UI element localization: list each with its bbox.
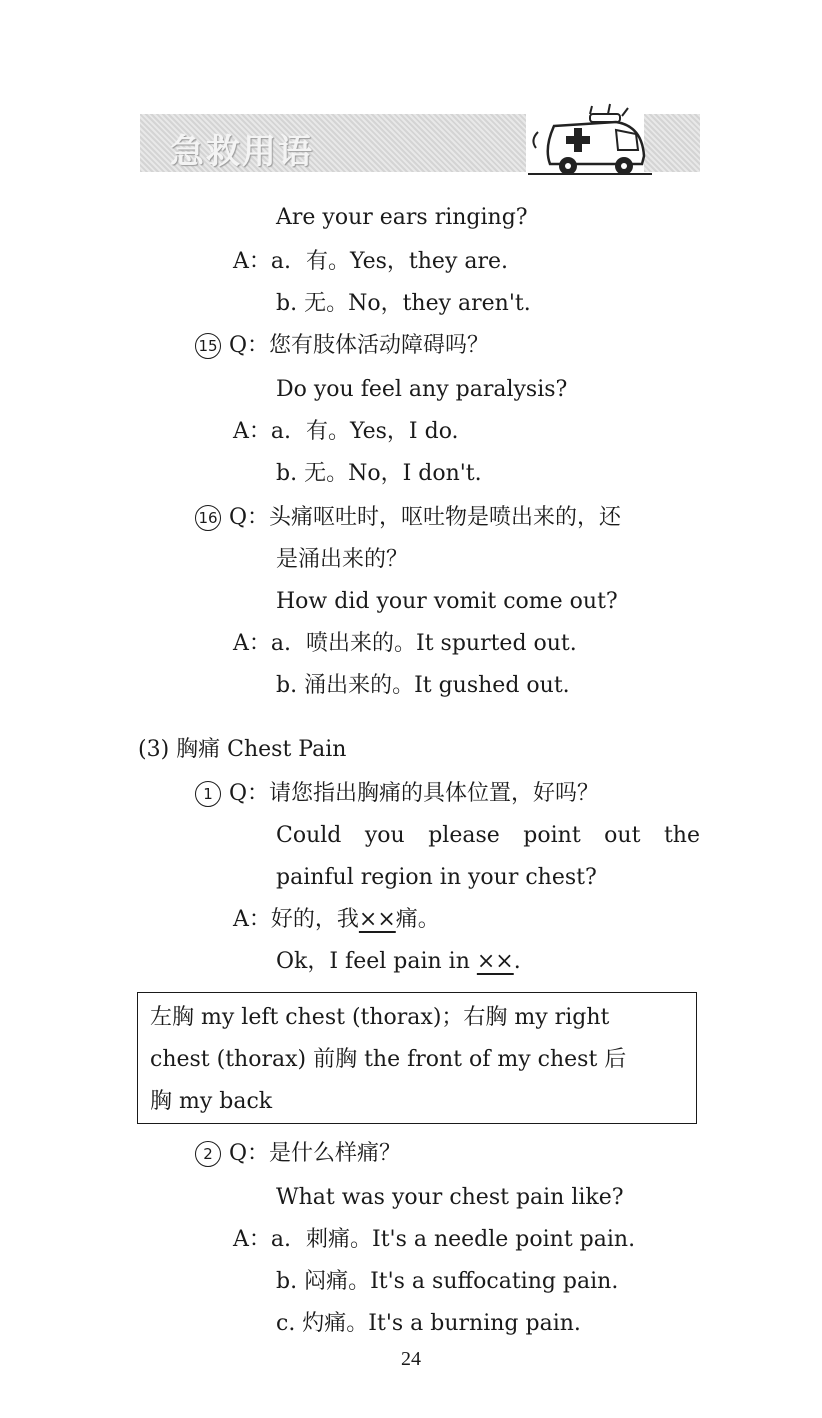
q2-answer-b: b. 闷痛。It's a suffocating pain. — [276, 1269, 619, 1294]
header-title: 急救用语 — [170, 132, 314, 172]
q14-english: Are your ears ringing? — [276, 205, 528, 230]
page-number: 24 — [401, 1348, 421, 1370]
answer-text: 有。Yes，I do. — [306, 419, 459, 444]
q1-number: 1 — [195, 781, 221, 807]
vocab-line-2: chest (thorax) 前胸 the front of my chest 后 — [150, 1047, 627, 1072]
q16-number: 16 — [195, 505, 221, 531]
q15-english: Do you feel any paralysis? — [276, 377, 568, 402]
q15-question — [195, 332, 489, 360]
answer-text: 有。Yes，they are. — [306, 249, 509, 274]
section-header — [140, 114, 700, 178]
q16-question-text: Q：头痛呕吐时，呕吐物是喷出来的，还 — [229, 505, 622, 530]
placeholder-blank: ×× — [358, 907, 396, 932]
q14-answer-a — [233, 248, 508, 276]
q1-answer-english — [276, 948, 521, 976]
q16-answer-b: b. 涌出来的。It gushed out. — [276, 673, 570, 698]
answer-text: 刺痛。It's a needle point pain. — [306, 1227, 636, 1252]
q2-question — [195, 1140, 401, 1168]
answer-suffix: 痛。 — [395, 907, 440, 932]
q16-english: How did your vomit come out? — [276, 589, 618, 614]
word: please — [428, 823, 500, 848]
answer-label: A：a. — [233, 1227, 291, 1252]
q16-answer-a — [233, 630, 577, 658]
q1-answer-chinese — [233, 906, 440, 934]
word: Could — [276, 823, 342, 848]
vocab-line-3: 胸 my back — [150, 1089, 273, 1114]
answer-label: A：a. — [233, 419, 291, 444]
q1-english-line2: painful region in your chest? — [276, 865, 597, 890]
word: point — [523, 823, 581, 848]
answer-prefix: A：好的，我 — [233, 907, 359, 932]
q15-question-text: Q：您有肢体活动障碍吗？ — [229, 333, 490, 358]
q1-question — [195, 780, 599, 808]
answer-text: 喷出来的。It spurted out. — [306, 631, 577, 656]
q2-number: 2 — [195, 1141, 221, 1167]
answer-label: A：a. — [233, 249, 291, 274]
q16-question — [195, 504, 621, 532]
q15-answer-b: b. 无。No，I don't. — [276, 461, 482, 486]
q2-question-text: Q：是什么样痛？ — [229, 1141, 402, 1166]
word: the — [663, 823, 700, 848]
q2-english: What was your chest pain like? — [276, 1185, 624, 1210]
q2-answer-c: c. 灼痛。It's a burning pain. — [276, 1311, 581, 1336]
answer-prefix: Ok，I feel pain in — [276, 949, 477, 974]
answer-label: A：a. — [233, 631, 291, 656]
q16-question-cont: 是涌出来的？ — [276, 547, 409, 572]
q1-question-text: Q：请您指出胸痛的具体位置，好吗？ — [229, 781, 600, 806]
q14-answer-b: b. 无。No，they aren't. — [276, 291, 531, 316]
ambulance-icon — [524, 102, 654, 182]
answer-suffix: . — [513, 949, 521, 974]
vocab-line-1: 左胸 my left chest (thorax)；右胸 my right — [150, 1005, 610, 1030]
q15-answer-a — [233, 418, 459, 446]
q2-answer-a — [233, 1226, 635, 1254]
q15-number: 15 — [195, 333, 221, 359]
word: out — [604, 823, 641, 848]
q1-english-line1 — [276, 822, 700, 850]
word: you — [364, 823, 405, 848]
placeholder-blank: ×× — [476, 949, 514, 974]
section-heading: (3) 胸痛 Chest Pain — [138, 737, 347, 762]
